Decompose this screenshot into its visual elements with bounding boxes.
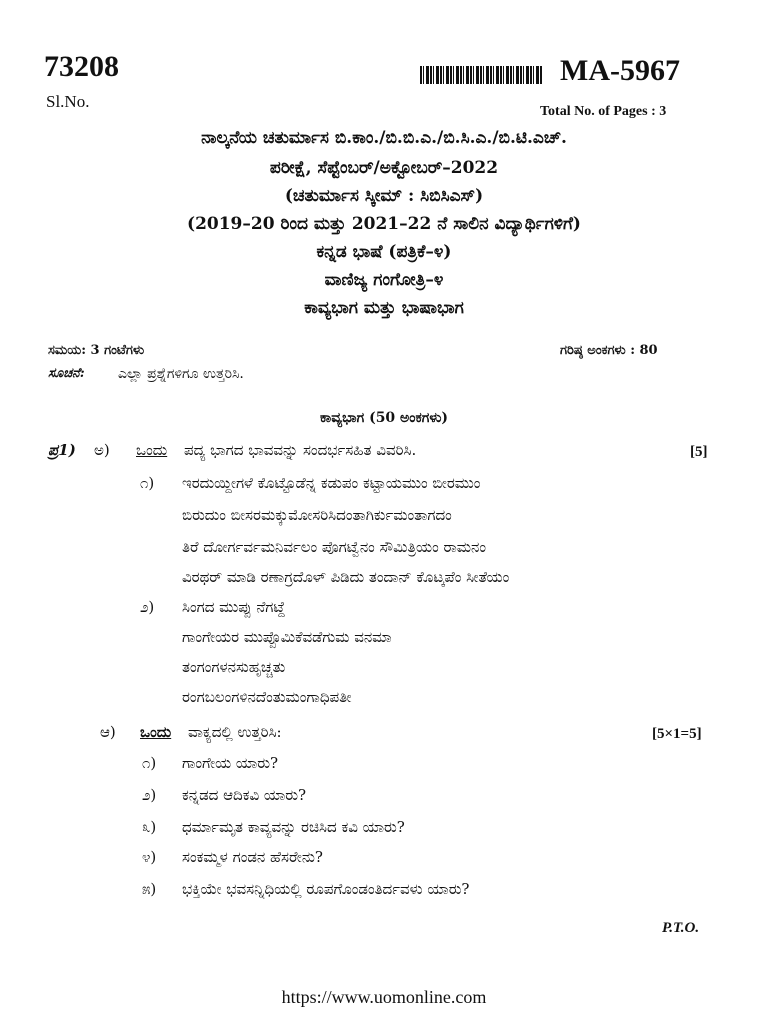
- section-title: ಕಾವ್ಯಭಾಗ (50 ಅಂಕಗಳು): [319, 410, 449, 426]
- question-1a-marks: [5]: [690, 444, 708, 460]
- list-item: ಸಂಕಮ್ಮಳ ಗಂಡನ ಹೆಸರೇನು?: [182, 848, 323, 866]
- pto-label: P.T.O.: [662, 920, 700, 936]
- title-line-4: (2019–20 ರಿಂದ ಮತ್ತು 2021–22 ನೆ ಸಾಲಿನ ವಿದ್ಯಾರ್ಥಿಗಳಿಗೆ): [187, 214, 581, 234]
- poem-2-number: ೨): [140, 598, 155, 616]
- list-item: ಧರ್ಮಾಮೃತ ಕಾವ್ಯವನ್ನು ರಚಿಸಿದ ಕವಿ ಯಾರು?: [182, 818, 405, 836]
- title-line-1: ನಾಲ್ಕನೆಯ ಚತುರ್ಮಾಸ ಬಿ.ಕಾಂ./ಬಿ.ಬಿ.ಎ./ಬಿ.ಸಿ.ಎ./ಬಿ.ಟಿ.ಎಚ್.: [201, 128, 567, 148]
- sl-no-label: Sl.No.: [46, 92, 90, 111]
- list-item-number: ೫): [142, 880, 157, 898]
- question-1b-underlined: ಒಂದು: [140, 723, 172, 741]
- list-item: ಗಾಂಗೇಯ ಯಾರು?: [182, 754, 279, 772]
- title-line-7: ಕಾವ್ಯಭಾಗ ಮತ್ತು ಭಾಷಾಭಾಗ: [304, 298, 464, 318]
- question-1a-label: ಅ): [94, 441, 110, 459]
- footer-url[interactable]: https://www.uomonline.com: [281, 987, 487, 1007]
- question-1a-text: ಪದ್ಯ ಭಾಗದ ಭಾವವನ್ನು ಸಂದರ್ಭಸಹಿತ ವಿವರಿಸಿ.: [184, 441, 417, 459]
- poem-2-line-4: ರಂಗಬಲಂಗಳಿನದೆಂತುಮಂಗಾಧಿಪತೀ: [182, 688, 352, 706]
- question-1b-marks: [5×1=5]: [652, 726, 702, 742]
- question-1a-underlined: ಒಂದು: [136, 441, 168, 459]
- list-item-number: ೪): [142, 848, 157, 866]
- paper-code: MA-5967: [560, 54, 680, 87]
- question-1b-text: ವಾಕ್ಯದಲ್ಲಿ ಉತ್ತರಿಸಿ:: [188, 723, 282, 741]
- poem-1-line-2: ಬಿರುದುಂ ಬೀಸರಮಕ್ಕುಮೋಸರಿಸಿದಂತಾಗಿರ್ಕುಮಂತಾಗದಂ: [182, 506, 452, 524]
- list-item: ಕನ್ನಡದ ಆದಿಕವಿ ಯಾರು?: [182, 786, 307, 804]
- title-line-3: (ಚತುರ್ಮಾಸ ಸ್ಕೀಮ್ : ಸಿಬಿಸಿಎಸ್): [284, 186, 484, 206]
- poem-2-line-3: ತಂಗಂಗಳನಸುಹೃಚ್ಚತು: [182, 658, 286, 676]
- question-1b-label: ಆ): [100, 723, 116, 741]
- note-text: ಎಲ್ಲಾ ಪ್ರಶ್ನೆಗಳಿಗೂ ಉತ್ತರಿಸಿ.: [118, 366, 244, 382]
- poem-1-line-4: ವಿರಥರ್ ಮಾಡಿ ರಣಾಗ್ರದೊಳ್ ಪಿಡಿದು ತಂದಾನ್ ಕೊಟ್ಕಪೆಂ ಸೀತೆಯಂ: [182, 568, 510, 586]
- list-item: ಭಕ್ತಿಯೇ ಭವಸನ್ನಿಧಿಯಲ್ಲಿ ರೂಪಗೊಂಡಂತಿರ್ದವಳು ಯಾರು?: [182, 880, 470, 898]
- poem-1-line-3: ತಿರೆ ದೋರ್ಗರ್ವಮನಿರ್ವಲಂ ಪೊಗಟ್ವೆನಂ ಸೌಮಿತ್ರಿಯಂ ರಾಮನಂ: [182, 538, 487, 556]
- poem-1-number: ೧): [140, 474, 155, 492]
- title-line-6: ವಾಣಿಜ್ಯ ಗಂಗೋತ್ರಿ–೪: [324, 270, 444, 290]
- note-label: ಸೂಚನೆ:: [48, 366, 85, 381]
- list-item-number: ೩): [142, 818, 157, 836]
- poem-2-line-1: ಸಿಂಗದ ಮುಪ್ಪು ನೆಗಟ್ದೆ: [182, 598, 286, 616]
- poem-1-line-1: ಇರದುಯ್ದೀಗಳೆ ಕೊಟ್ಟೊಡೆನ್ನ ಕಡುಪಂ ಕಟ್ಟಾಯಮುಂ ಬೀರಮುಂ: [182, 474, 481, 492]
- max-marks: ಗರಿಷ್ಠ ಅಂಕಗಳು : 80: [560, 343, 658, 358]
- list-item-number: ೨): [142, 786, 157, 804]
- poem-2-line-2: ಗಾಂಗೇಯರ ಮುಪ್ಪೊಮಿಕೆವಡೆಗುಮ ವನಮಾ: [182, 628, 392, 646]
- title-line-2: ಪರೀಕ್ಷೆ, ಸೆಪ್ಟೆಂಬರ್/ಅಕ್ಟೋಬರ್–2022: [269, 158, 499, 178]
- total-pages: Total No. of Pages : 3: [540, 104, 667, 119]
- title-line-5: ಕನ್ನಡ ಭಾಷೆ (ಪತ್ರಿಕೆ–೪): [316, 242, 452, 262]
- list-item-number: ೧): [142, 754, 157, 772]
- barcode-icon: [420, 66, 542, 84]
- question-1-label: ಪ್ರ1): [48, 441, 76, 459]
- time-label: ಸಮಯ: 3 ಗಂಟೆಗಳು: [48, 343, 145, 358]
- exam-code: 73208: [44, 50, 119, 83]
